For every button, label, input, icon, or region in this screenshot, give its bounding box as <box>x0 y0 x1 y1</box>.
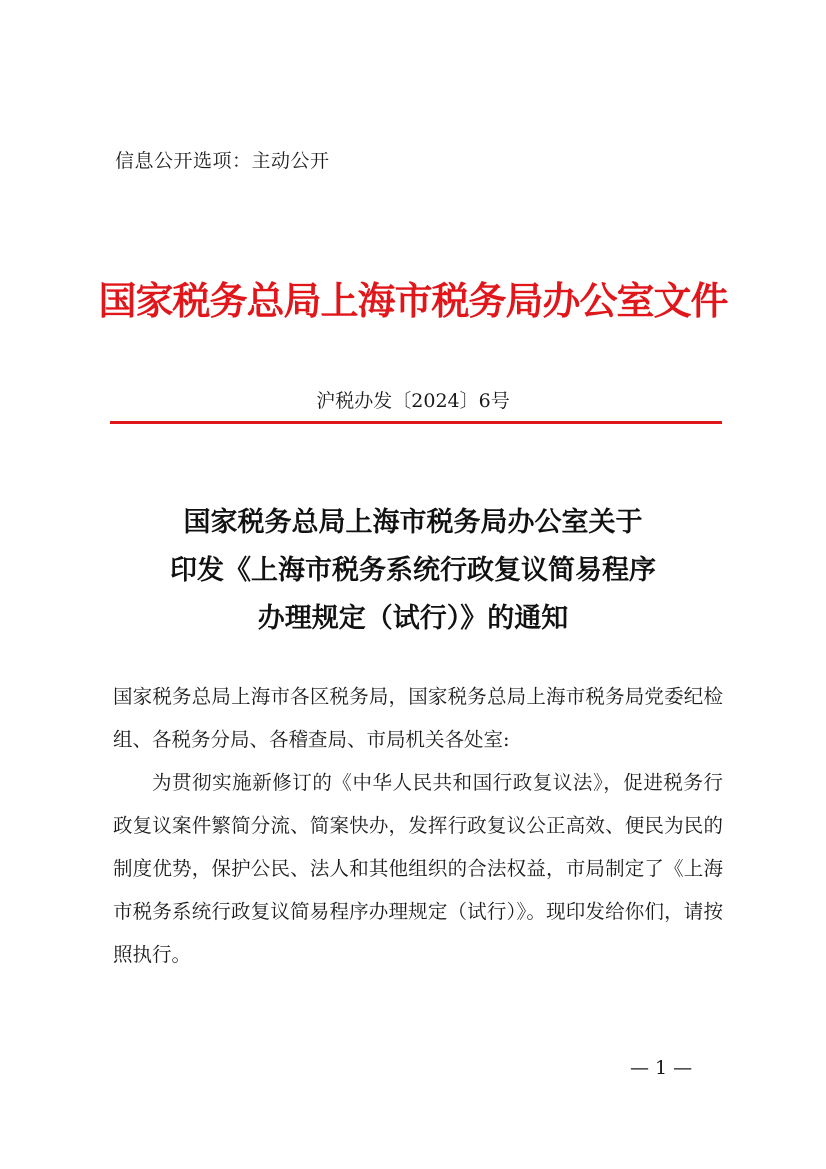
page-number: — 1 — <box>630 1057 693 1079</box>
recipients-paragraph: 国家税务总局上海市各区税务局，国家税务总局上海市税务局党委纪检组、各税务分局、各稽查局、市局机关各处室: <box>113 685 723 751</box>
document-title-line-3: 办理规定（试行）》的通知 <box>257 603 569 634</box>
body-paragraph: 为贯彻实施新修订的《中华人民共和国行政复议法》，促进税务行政复议案件繁简分流、简案快办，发挥行政复议公正高效、便民为民的制度优势，保护公民、法人和其他组织的合法权益，市局制定了《上海市税务系统行政复议简易程序办理规定（试行）》。现印发给你们，请按照执行。 <box>113 771 723 966</box>
document-number: 沪税办发〔2024〕6号 <box>316 390 510 412</box>
document-title-line-2: 印发《上海市税务系统行政复议简易程序 <box>170 555 656 586</box>
disclosure-option: 信息公开选项：主动公开 <box>115 150 330 172</box>
document-title-line-1: 国家税务总局上海市税务局办公室关于 <box>183 507 643 538</box>
issuer-heading: 国家税务总局上海市税务局办公室文件 <box>98 278 728 323</box>
red-divider-line <box>110 421 722 424</box>
